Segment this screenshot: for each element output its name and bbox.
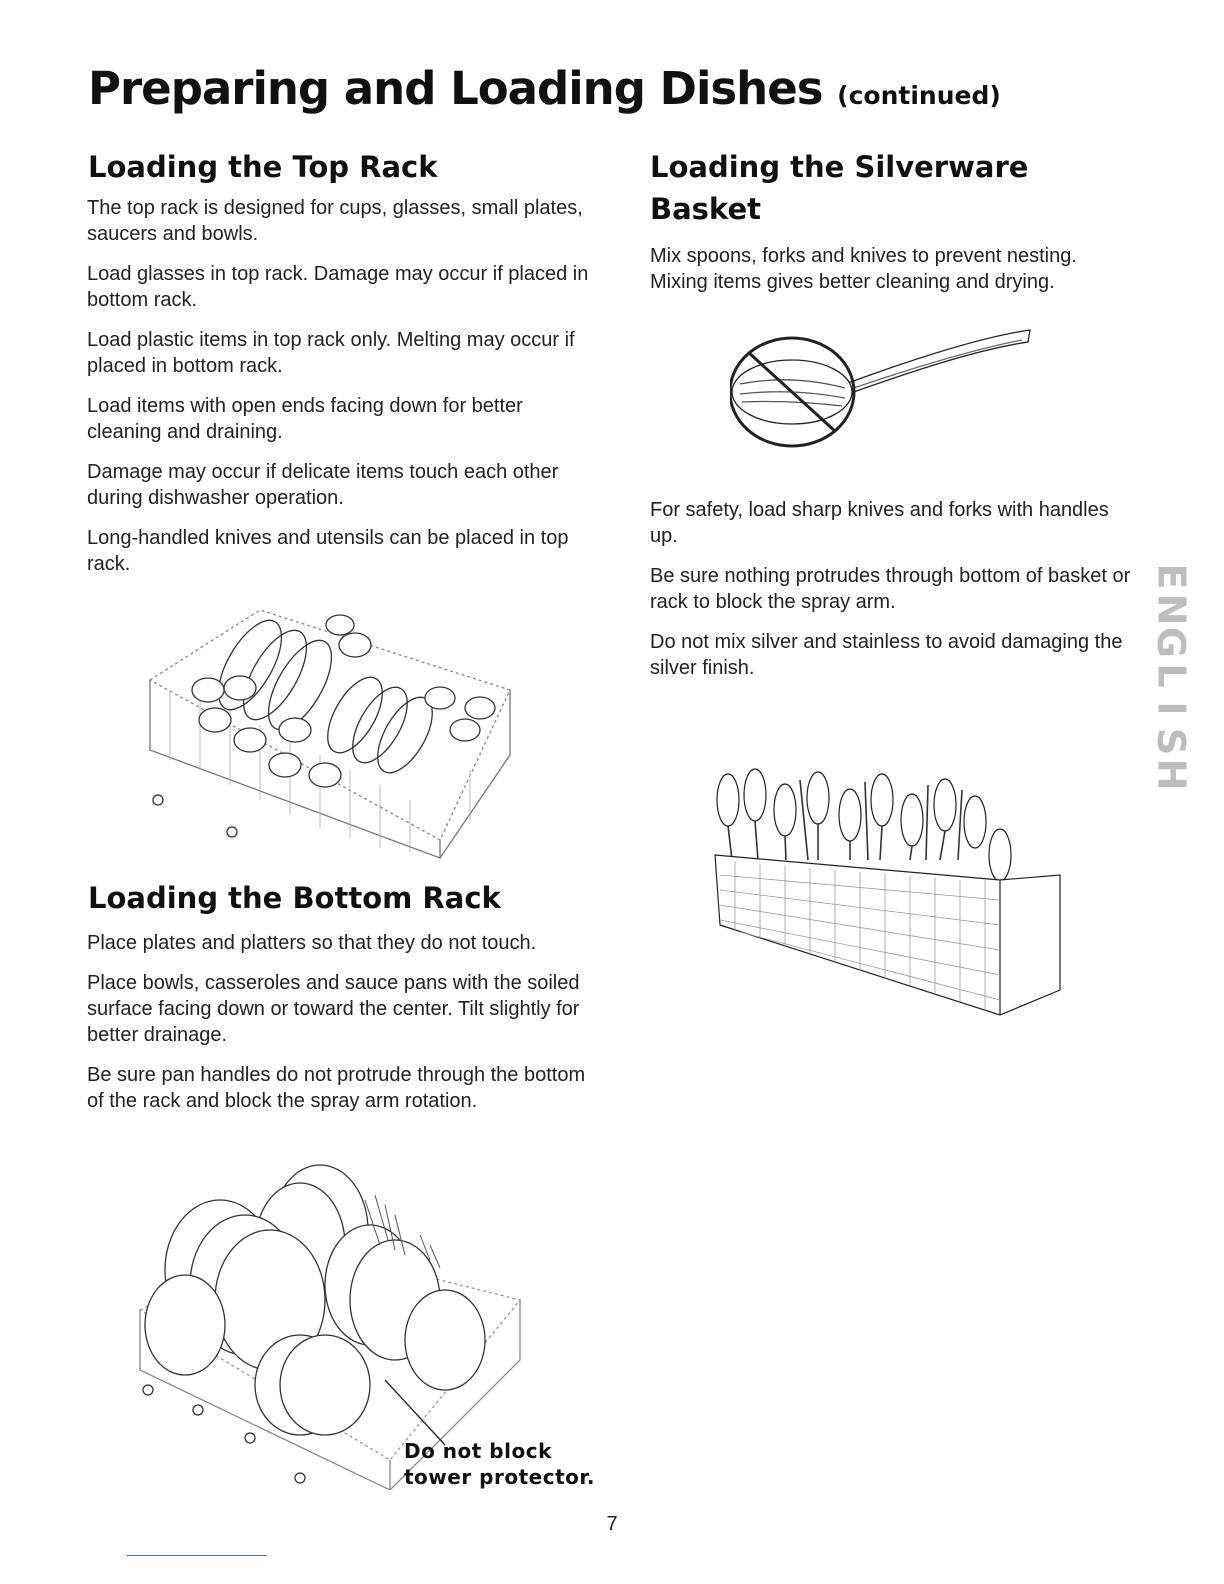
bottom-rack-paragraph: Be sure pan handles do not protrude through the bottom of the rack and block the spray arm rotation. <box>87 1064 586 1112</box>
side-tab-letter: L <box>1149 663 1194 688</box>
silverware-paragraph: Do not mix silver and stainless to avoid damaging the silver finish. <box>650 631 1123 679</box>
top-rack-paragraph: Damage may occur if delicate items touch each other during dishwasher operation. <box>87 461 559 509</box>
top-rack-heading: Loading the Top Rack <box>88 150 438 184</box>
page-title-suffix: (continued) <box>837 81 1001 110</box>
top-rack-text <box>87 195 592 591</box>
silverware-paragraph: Be sure nothing protrudes through bottom of basket or rack to block the spray arm. <box>650 565 1131 613</box>
language-side-tab <box>1150 560 1198 791</box>
silverware-heading <box>650 146 1028 230</box>
bottom-rack-paragraph: Place bowls, casseroles and sauce pans with the soiled surface facing down or toward the center. Tilt slightly for better drainage. <box>87 972 580 1046</box>
top-rack-paragraph: Load glasses in top rack. Damage may occur if placed in bottom rack. <box>87 263 589 311</box>
tower-protector-callout <box>404 1438 595 1490</box>
bottom-rack-heading: Loading the Bottom Rack <box>88 881 501 915</box>
side-tab-letter: G <box>1149 626 1194 659</box>
side-tab-letter: N <box>1149 593 1194 626</box>
silverware-heading-line: Basket <box>650 192 761 226</box>
bottom-rack-paragraph: Place plates and platters so that they do not touch. <box>87 932 537 954</box>
top-rack-paragraph: Load plastic items in top rack only. Melting may occur if placed in bottom rack. <box>87 329 575 377</box>
callout-line: Do not block <box>404 1439 552 1463</box>
top-rack-illustration <box>140 590 520 860</box>
silverware-text <box>650 497 1140 695</box>
top-rack-paragraph: Long-handled knives and utensils can be placed in top rack. <box>87 527 569 575</box>
top-rack-paragraph: The top rack is designed for cups, glasses, small plates, saucers and bowls. <box>87 197 583 245</box>
silverware-paragraph: Mix spoons, forks and knives to prevent nesting. Mixing items gives better cleaning and drying. <box>650 245 1077 293</box>
nested-spoons-warning-illustration <box>730 322 1040 457</box>
top-rack-paragraph: Load items with open ends facing down for better cleaning and draining. <box>87 395 523 443</box>
side-tab-letter: S <box>1149 727 1194 756</box>
side-tab-letter: E <box>1149 563 1194 590</box>
side-tab-letter: H <box>1149 758 1194 791</box>
silverware-paragraph: For safety, load sharp knives and forks with handles up. <box>650 499 1109 547</box>
silverware-heading-line: Loading the Silverware <box>650 150 1029 184</box>
callout-line: tower protector. <box>404 1465 595 1489</box>
page-number: 7 <box>606 1513 618 1535</box>
footer-rule <box>127 1555 267 1556</box>
silverware-intro <box>650 243 1130 309</box>
silverware-basket-illustration <box>700 760 1070 1030</box>
side-tab-letter: I <box>1149 701 1194 716</box>
bottom-rack-text <box>87 930 587 1128</box>
page-title: Preparing and Loading Dishes (continued) <box>88 62 1001 115</box>
